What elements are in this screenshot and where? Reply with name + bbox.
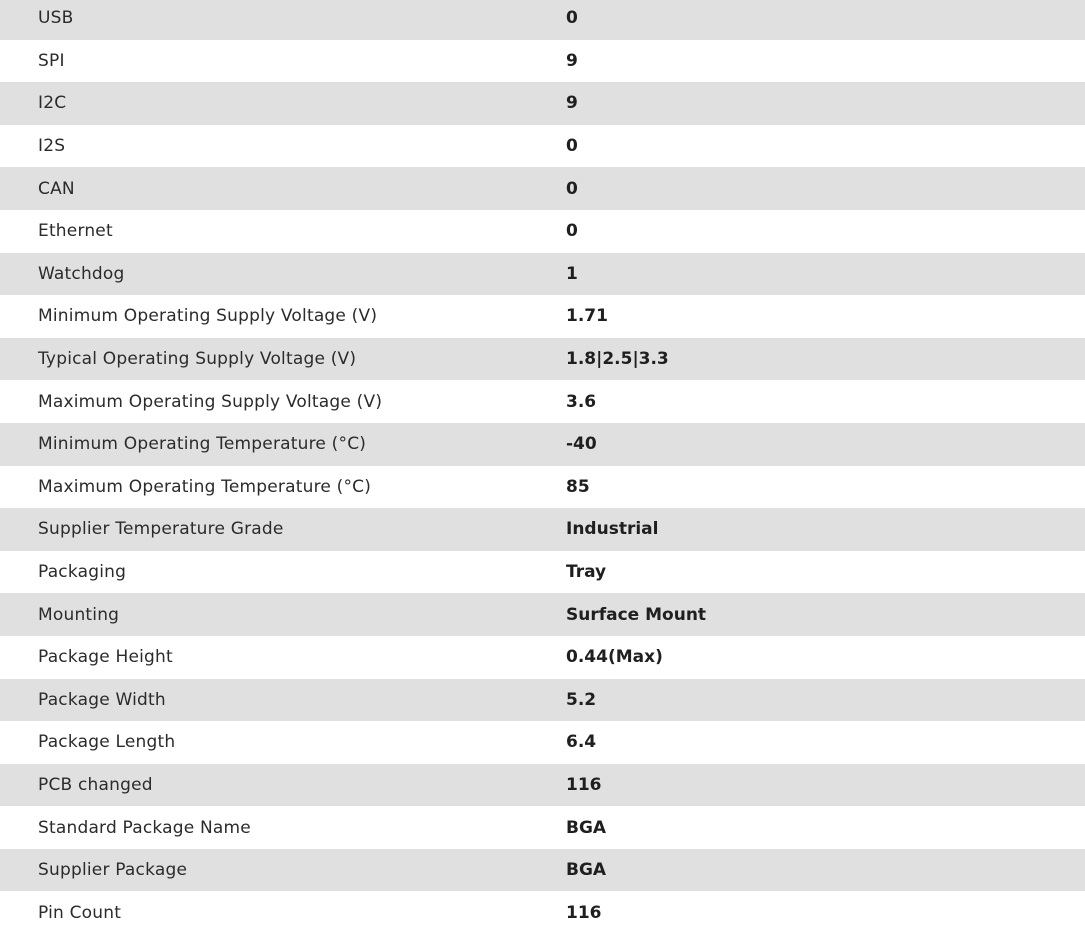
spec-row-i2c [0, 82, 1085, 125]
spec-value: 0 [566, 221, 578, 242]
spec-row-packaging [0, 551, 1085, 594]
spec-value: 1.71 [566, 306, 608, 327]
spec-row-package-width [0, 679, 1085, 722]
spec-label: Mounting [38, 604, 120, 625]
spec-label: Package Width [38, 689, 166, 710]
spec-label: Packaging [38, 562, 127, 583]
spec-row-spi [0, 40, 1085, 83]
spec-label: Pin Count [38, 902, 122, 923]
spec-value: Tray [566, 562, 607, 583]
spec-value: -40 [566, 434, 597, 455]
spec-value: 0 [566, 178, 578, 199]
spec-value: Industrial [566, 519, 659, 540]
spec-row-pcb-changed [0, 764, 1085, 807]
spec-row-i2s [0, 125, 1085, 168]
spec-row-can [0, 167, 1085, 210]
spec-row-standard-package-name [0, 806, 1085, 849]
spec-row-min-supply-voltage [0, 295, 1085, 338]
spec-value: 9 [566, 50, 578, 71]
spec-value: 9 [566, 93, 578, 114]
spec-label: I2S [38, 136, 66, 157]
spec-label: Watchdog [38, 263, 125, 284]
spec-row-package-height [0, 636, 1085, 679]
spec-value: 1 [566, 263, 578, 284]
spec-row-package-length [0, 721, 1085, 764]
spec-row-supplier-package [0, 849, 1085, 892]
spec-value: 116 [566, 774, 602, 795]
spec-label: Package Height [38, 647, 173, 668]
spec-label: CAN [38, 178, 75, 199]
spec-value: 116 [566, 902, 602, 923]
spec-value: 85 [566, 476, 590, 497]
spec-label: Ethernet [38, 221, 113, 242]
spec-row-min-temperature [0, 423, 1085, 466]
spec-value: 5.2 [566, 689, 597, 710]
spec-label: USB [38, 8, 74, 29]
spec-row-usb [0, 0, 1085, 40]
spec-label: Supplier Temperature Grade [38, 519, 284, 540]
spec-row-pin-count [0, 891, 1085, 934]
spec-row-max-supply-voltage [0, 380, 1085, 423]
spec-row-temperature-grade [0, 508, 1085, 551]
spec-row-ethernet [0, 210, 1085, 253]
spec-value: 3.6 [566, 391, 597, 412]
spec-row-watchdog [0, 253, 1085, 296]
spec-value: 0.44(Max) [566, 647, 663, 668]
spec-label: Maximum Operating Supply Voltage (V) [38, 391, 383, 412]
spec-value: 0 [566, 8, 578, 29]
spec-label: I2C [38, 93, 67, 114]
spec-label: Package Length [38, 732, 176, 753]
spec-label: SPI [38, 50, 65, 71]
spec-row-typ-supply-voltage [0, 338, 1085, 381]
spec-label: Standard Package Name [38, 817, 251, 838]
spec-label: Supplier Package [38, 860, 188, 881]
spec-value: 6.4 [566, 732, 597, 753]
spec-row-mounting [0, 593, 1085, 636]
spec-row-max-temperature [0, 466, 1085, 509]
spec-label: Typical Operating Supply Voltage (V) [38, 349, 357, 370]
spec-value: 0 [566, 136, 578, 157]
spec-label: PCB changed [38, 774, 153, 795]
spec-value: 1.8|2.5|3.3 [566, 349, 669, 370]
spec-value: Surface Mount [566, 604, 707, 625]
spec-value: BGA [566, 860, 607, 881]
spec-label: Minimum Operating Temperature (°C) [38, 434, 367, 455]
spec-label: Maximum Operating Temperature (°C) [38, 476, 372, 497]
spec-value: BGA [566, 817, 607, 838]
spec-label: Minimum Operating Supply Voltage (V) [38, 306, 378, 327]
